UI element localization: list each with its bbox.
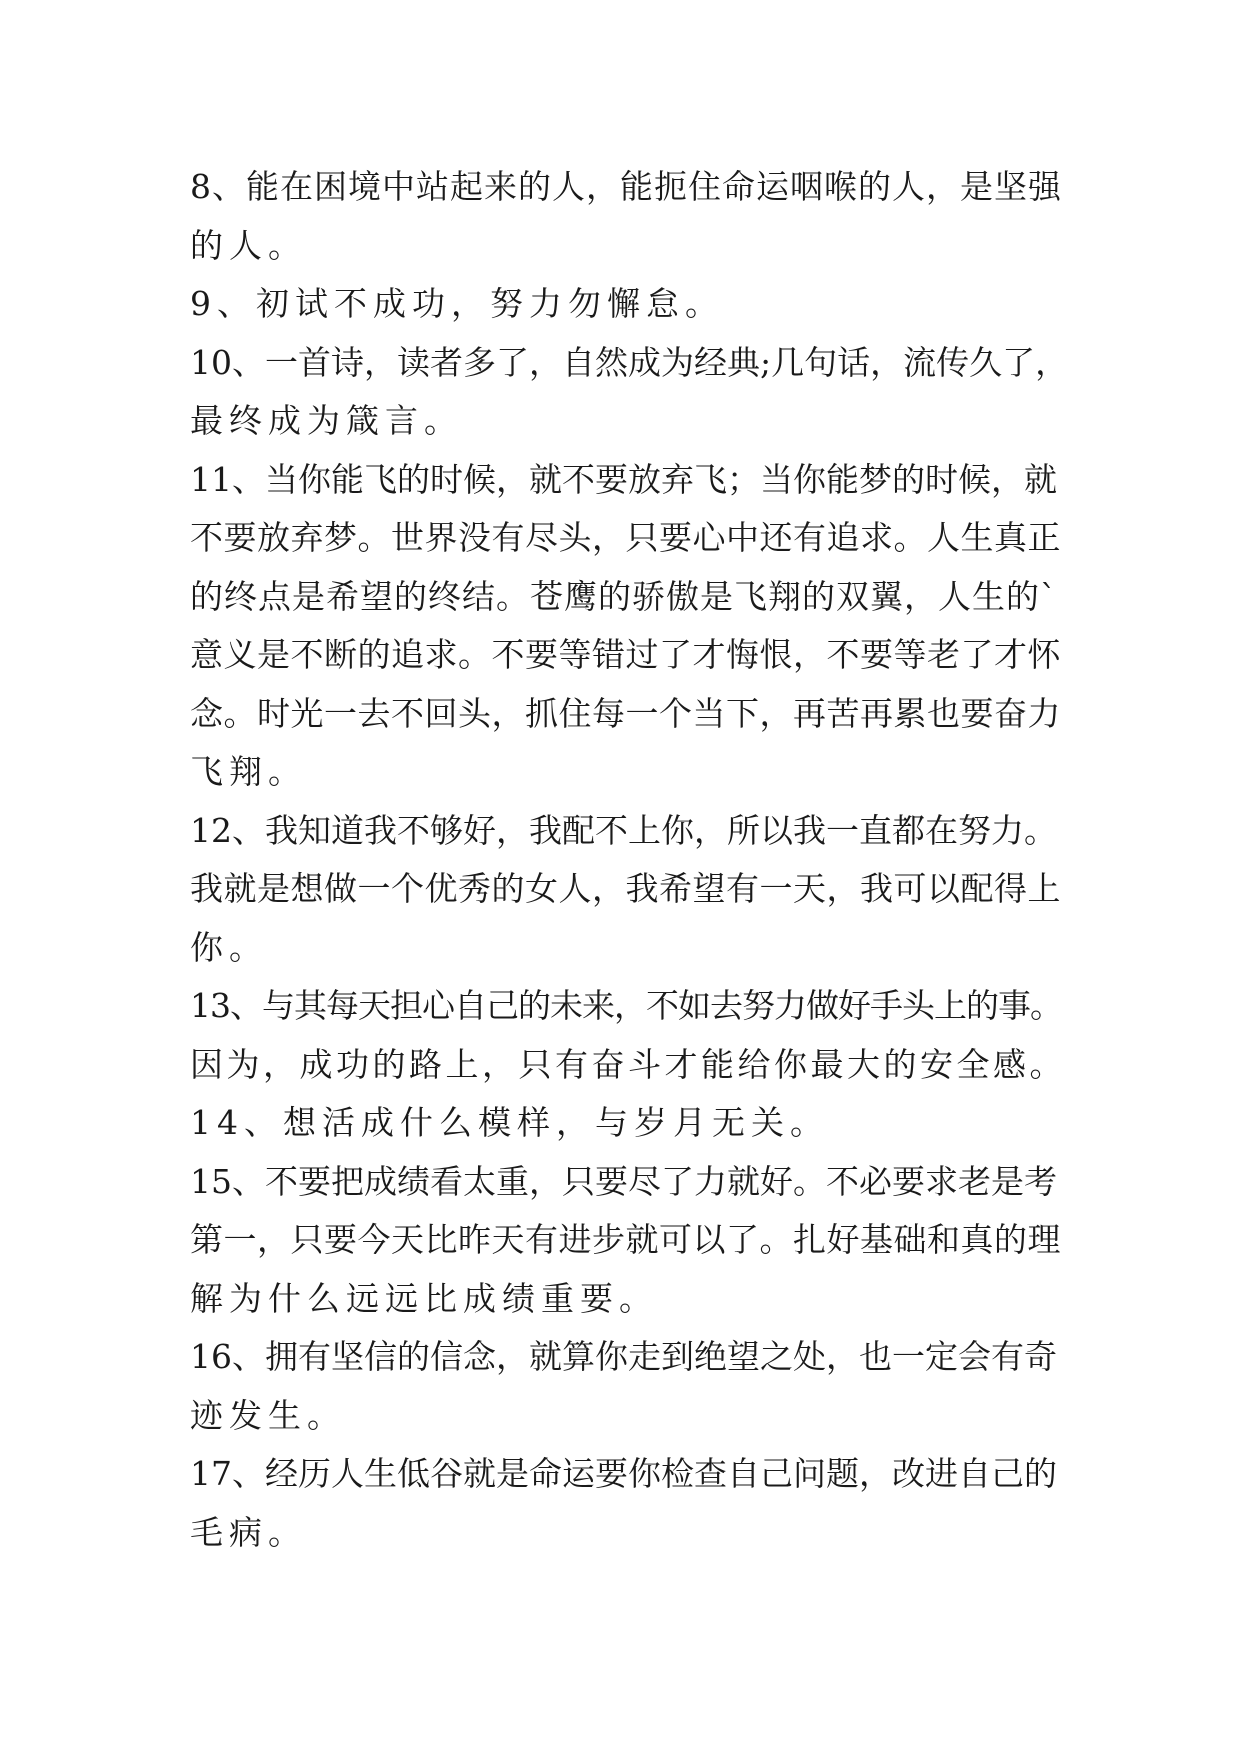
quote-line: 13、与其每天担心自己的未来，不如去努力做好手头上的事。 (190, 986, 1062, 1025)
quote-line: 17、经历人生低谷就是命运要你检查自己问题，改进自己的 (190, 1454, 1057, 1493)
quote-item-8 (190, 158, 1070, 275)
quote-line: 因为，成功的路上，只有奋斗才能给你最大的安全感。 (190, 1044, 1066, 1084)
quote-line: 的人。 (190, 225, 307, 265)
quote-item-11 (190, 451, 1070, 802)
quote-line: 11、当你能飞的时候，就不要放弃飞；当你能梦的时候，就 (190, 459, 1057, 499)
quote-line: 8、能在困境中站起来的人，能扼住命运咽喉的人，是坚强 (190, 167, 1062, 206)
quote-line: 念。时光一去不回头，抓住每一个当下，再苦再累也要奋力 (190, 693, 1061, 733)
quote-item-13 (190, 977, 1070, 1094)
quote-line: 意义是不断的追求。不要等错过了才悔恨，不要等老了才怀 (190, 635, 1061, 674)
quote-item-15 (190, 1153, 1070, 1329)
quote-item-10 (190, 334, 1070, 451)
document-body (190, 158, 1070, 1562)
quote-line: 迹发生。 (190, 1395, 346, 1435)
quote-line: 15、不要把成绩看太重，只要尽了力就好。不必要求老是考 (190, 1161, 1057, 1201)
quote-line: 的终点是希望的终结。苍鹰的骄傲是飞翔的双翼，人生的` (190, 576, 1058, 616)
quote-item-16 (190, 1328, 1070, 1445)
quote-line: 14、想活成什么模样，与岁月无关。 (190, 1103, 829, 1142)
quote-item-9 (190, 275, 1070, 334)
quote-line: 我就是想做一个优秀的女人，我希望有一天，我可以配得上 (190, 869, 1061, 908)
quote-item-17 (190, 1445, 1070, 1562)
quote-line: 9、初试不成功，努力勿懈怠。 (190, 284, 724, 323)
quote-line: 飞翔。 (190, 752, 307, 791)
quote-line: 不要放弃梦。世界没有尽头，只要心中还有追求。人生真正 (190, 518, 1061, 557)
quote-line: 你。 (190, 927, 268, 967)
quote-line: 16、拥有坚信的信念，就算你走到绝望之处，也一定会有奇 (190, 1337, 1057, 1376)
quote-line: 12、我知道我不够好，我配不上你，所以我一直都在努力。 (190, 810, 1057, 850)
quote-line: 最终成为箴言。 (190, 401, 463, 440)
quote-line: 10、一首诗，读者多了，自然成为经典;几句话，流传久了， (190, 342, 1069, 382)
quote-item-12 (190, 802, 1070, 978)
quote-line: 毛病。 (190, 1512, 307, 1552)
quote-item-14 (190, 1094, 1070, 1153)
quote-line: 第一，只要今天比昨天有进步就可以了。扎好基础和真的理 (190, 1220, 1061, 1259)
quote-line: 解为什么远远比成绩重要。 (190, 1278, 658, 1318)
